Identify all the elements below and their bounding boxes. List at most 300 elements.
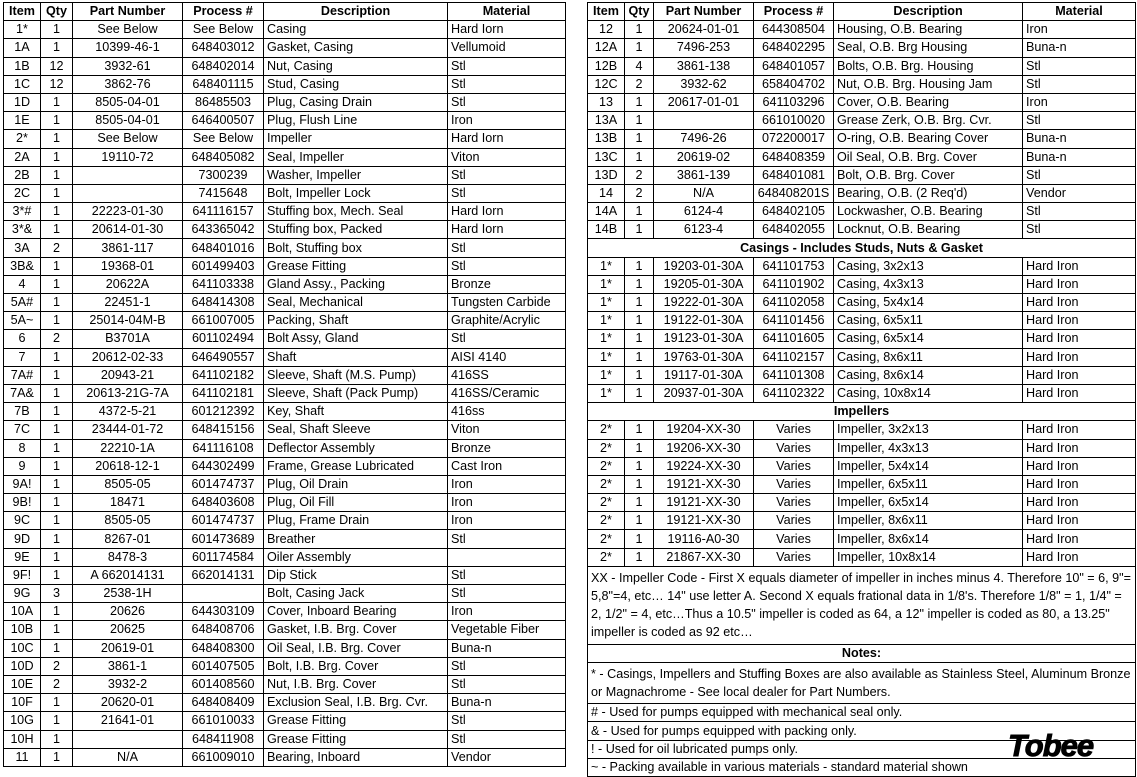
cell-item: 1* bbox=[588, 330, 625, 348]
cell-qty: 1 bbox=[41, 639, 73, 657]
cell-process: 644303109 bbox=[183, 603, 264, 621]
cell-material: Hard Iron bbox=[1023, 530, 1136, 548]
cell-description: Casing, 8x6x11 bbox=[834, 348, 1023, 366]
cell-material: Hard Iorn bbox=[448, 130, 566, 148]
cell-material: Stl bbox=[1023, 75, 1136, 93]
cell-process: See Below bbox=[183, 130, 264, 148]
table-row bbox=[4, 621, 566, 639]
table-row bbox=[4, 112, 566, 130]
cell-item: 9 bbox=[4, 457, 41, 475]
cell-process: 601212392 bbox=[183, 403, 264, 421]
cell-item: 9D bbox=[4, 530, 41, 548]
cell-part-number: 20624-01-01 bbox=[654, 21, 754, 39]
cell-part-number: N/A bbox=[654, 184, 754, 202]
cell-qty: 1 bbox=[625, 93, 654, 111]
cell-part-number: 6124-4 bbox=[654, 203, 754, 221]
table-row bbox=[4, 239, 566, 257]
cell-item: 12A bbox=[588, 39, 625, 57]
cell-item: 12B bbox=[588, 57, 625, 75]
cell-qty: 1 bbox=[41, 748, 73, 766]
cell-part-number: 3861-138 bbox=[654, 57, 754, 75]
table-row bbox=[588, 57, 1136, 75]
cell-item: 1* bbox=[588, 366, 625, 384]
cell-process: 601499403 bbox=[183, 257, 264, 275]
cell-qty: 1 bbox=[41, 294, 73, 312]
cell-description: Housing, O.B. Bearing bbox=[834, 21, 1023, 39]
cell-material: Bronze bbox=[448, 275, 566, 293]
cell-part-number: 18471 bbox=[73, 494, 183, 512]
cell-item: 2B bbox=[4, 166, 41, 184]
cell-qty: 1 bbox=[41, 566, 73, 584]
table-row bbox=[588, 294, 1136, 312]
cell-item: 1* bbox=[588, 348, 625, 366]
table-row bbox=[4, 184, 566, 202]
table-row bbox=[4, 585, 566, 603]
cell-material: Stl bbox=[1023, 221, 1136, 239]
cell-part-number: 19205-01-30A bbox=[654, 275, 754, 293]
logo-text: Tobee bbox=[1008, 728, 1094, 761]
left-parts-table bbox=[3, 2, 566, 767]
cell-description: Plug, Oil Fill bbox=[264, 494, 448, 512]
cell-process: 648402014 bbox=[183, 57, 264, 75]
cell-qty: 1 bbox=[41, 712, 73, 730]
impellers-table-body bbox=[588, 421, 1136, 567]
table-row bbox=[4, 294, 566, 312]
header-part-number: Part Number bbox=[654, 3, 754, 21]
cell-item: 14 bbox=[588, 184, 625, 202]
cell-description: Stuffing box, Packed bbox=[264, 221, 448, 239]
cell-description: Washer, Impeller bbox=[264, 166, 448, 184]
cell-material: Stl bbox=[448, 239, 566, 257]
cell-part-number: 19117-01-30A bbox=[654, 366, 754, 384]
cell-part-number: 3932-61 bbox=[73, 57, 183, 75]
cell-item: 12 bbox=[588, 21, 625, 39]
cell-material: Hard Iorn bbox=[448, 221, 566, 239]
cell-part-number: 22210-1A bbox=[73, 439, 183, 457]
table-row bbox=[588, 148, 1136, 166]
cell-qty: 1 bbox=[41, 112, 73, 130]
cell-process: 641101605 bbox=[754, 330, 834, 348]
table-row bbox=[4, 21, 566, 39]
cell-material: Hard Iron bbox=[1023, 548, 1136, 566]
header-item: Item bbox=[4, 3, 41, 21]
cell-part-number: N/A bbox=[73, 748, 183, 766]
table-row bbox=[4, 548, 566, 566]
cell-description: Plug, Oil Drain bbox=[264, 475, 448, 493]
cell-process: 648403608 bbox=[183, 494, 264, 512]
cell-description: Stuffing box, Mech. Seal bbox=[264, 203, 448, 221]
cell-item: 9A! bbox=[4, 475, 41, 493]
cell-description: Bolt Assy, Gland bbox=[264, 330, 448, 348]
table-row bbox=[4, 712, 566, 730]
cell-part-number: 3862-76 bbox=[73, 75, 183, 93]
cell-qty: 1 bbox=[625, 148, 654, 166]
cell-part-number: 19122-01-30A bbox=[654, 312, 754, 330]
table-row bbox=[588, 203, 1136, 221]
cell-process: Varies bbox=[754, 421, 834, 439]
note-hash: # - Used for pumps equipped with mechanical seal only. bbox=[588, 704, 1136, 722]
table-row bbox=[588, 21, 1136, 39]
right-table-header bbox=[588, 3, 1136, 21]
cell-part-number: See Below bbox=[73, 21, 183, 39]
cell-item: 1* bbox=[588, 294, 625, 312]
cell-description: Grease Fitting bbox=[264, 257, 448, 275]
cell-item: 11 bbox=[4, 748, 41, 766]
cell-qty: 1 bbox=[41, 275, 73, 293]
table-row bbox=[588, 439, 1136, 457]
table-row bbox=[588, 348, 1136, 366]
cell-process: 644308504 bbox=[754, 21, 834, 39]
cell-description: Deflector Assembly bbox=[264, 439, 448, 457]
header-process: Process # bbox=[754, 3, 834, 21]
cell-qty: 2 bbox=[41, 330, 73, 348]
cell-material: Hard Iron bbox=[1023, 475, 1136, 493]
cell-process: 661010020 bbox=[754, 112, 834, 130]
cell-part-number: 23444-01-72 bbox=[73, 421, 183, 439]
table-row bbox=[588, 130, 1136, 148]
table-row bbox=[4, 148, 566, 166]
cell-process: 648408409 bbox=[183, 694, 264, 712]
cell-material: AISI 4140 bbox=[448, 348, 566, 366]
cell-material: Iron bbox=[448, 603, 566, 621]
cell-item: 10G bbox=[4, 712, 41, 730]
cell-process: 641101308 bbox=[754, 366, 834, 384]
cell-qty: 1 bbox=[41, 512, 73, 530]
cell-part-number: 21641-01 bbox=[73, 712, 183, 730]
cell-process: 601474737 bbox=[183, 512, 264, 530]
cell-qty: 1 bbox=[41, 730, 73, 748]
cell-qty: 3 bbox=[41, 585, 73, 603]
header-description: Description bbox=[264, 3, 448, 21]
cell-part-number: See Below bbox=[73, 130, 183, 148]
cell-item: 9B! bbox=[4, 494, 41, 512]
cell-material bbox=[448, 548, 566, 566]
cell-description: Gland Assy., Packing bbox=[264, 275, 448, 293]
cell-process: 644302499 bbox=[183, 457, 264, 475]
cell-process: 641103338 bbox=[183, 275, 264, 293]
cell-material: Hard Iron bbox=[1023, 312, 1136, 330]
cell-material: Stl bbox=[448, 57, 566, 75]
cell-process: 641102157 bbox=[754, 348, 834, 366]
cell-item: 3A bbox=[4, 239, 41, 257]
cell-material: Stl bbox=[448, 530, 566, 548]
table-row bbox=[4, 730, 566, 748]
cell-part-number: 3861-139 bbox=[654, 166, 754, 184]
cell-qty: 1 bbox=[625, 457, 654, 475]
cell-description: Seal, Shaft Sleeve bbox=[264, 421, 448, 439]
cell-process: 661010033 bbox=[183, 712, 264, 730]
cell-description: Bearing, Inboard bbox=[264, 748, 448, 766]
table-row bbox=[588, 39, 1136, 57]
cell-qty: 1 bbox=[41, 421, 73, 439]
cell-material: Viton bbox=[448, 421, 566, 439]
cell-qty: 1 bbox=[625, 203, 654, 221]
header-qty: Qty bbox=[41, 3, 73, 21]
table-row bbox=[4, 566, 566, 584]
cell-part-number bbox=[654, 112, 754, 130]
cell-item: 2* bbox=[588, 457, 625, 475]
table-row bbox=[4, 457, 566, 475]
cell-part-number: 19110-72 bbox=[73, 148, 183, 166]
cell-part-number: 19368-01 bbox=[73, 257, 183, 275]
cell-process: 601174584 bbox=[183, 548, 264, 566]
cell-process: 601408560 bbox=[183, 675, 264, 693]
cell-part-number: 21867-XX-30 bbox=[654, 548, 754, 566]
table-row bbox=[588, 457, 1136, 475]
cell-material: Hard Iron bbox=[1023, 275, 1136, 293]
cell-item: 13 bbox=[588, 93, 625, 111]
cell-part-number bbox=[73, 730, 183, 748]
cell-process: 643365042 bbox=[183, 221, 264, 239]
cell-description: Casing, 3x2x13 bbox=[834, 257, 1023, 275]
cell-item: 2* bbox=[588, 548, 625, 566]
cell-item: 1* bbox=[4, 21, 41, 39]
cell-item: 7B bbox=[4, 403, 41, 421]
cell-part-number: 19222-01-30A bbox=[654, 294, 754, 312]
cell-qty: 1 bbox=[41, 312, 73, 330]
cell-description: Plug, Casing Drain bbox=[264, 93, 448, 111]
cell-material: Hard Iron bbox=[1023, 439, 1136, 457]
cell-item: 9E bbox=[4, 548, 41, 566]
cell-qty: 1 bbox=[625, 294, 654, 312]
cell-item: 10B bbox=[4, 621, 41, 639]
cell-process: 601102494 bbox=[183, 330, 264, 348]
table-row bbox=[588, 530, 1136, 548]
note-tilde: ~ - Packing available in various materials - standard material shown bbox=[588, 758, 1136, 776]
cell-qty: 2 bbox=[625, 75, 654, 93]
cell-qty: 1 bbox=[41, 494, 73, 512]
cell-material: Stl bbox=[1023, 166, 1136, 184]
cell-material: Buna-n bbox=[448, 639, 566, 657]
cell-description: Oil Seal, O.B. Brg. Cover bbox=[834, 148, 1023, 166]
cell-qty: 1 bbox=[625, 39, 654, 57]
cell-part-number: 20626 bbox=[73, 603, 183, 621]
cell-process: 601474737 bbox=[183, 475, 264, 493]
cell-description: Casing, 6x5x14 bbox=[834, 330, 1023, 348]
cell-item: 9C bbox=[4, 512, 41, 530]
cell-description: Casing, 6x5x11 bbox=[834, 312, 1023, 330]
cell-qty: 2 bbox=[41, 239, 73, 257]
cell-process: 648403012 bbox=[183, 39, 264, 57]
table-row bbox=[4, 39, 566, 57]
cell-material: Hard Iron bbox=[1023, 330, 1136, 348]
cell-qty: 1 bbox=[41, 603, 73, 621]
tobee-logo bbox=[1006, 727, 1134, 761]
table-row bbox=[4, 312, 566, 330]
cell-description: Gasket, I.B. Brg. Cover bbox=[264, 621, 448, 639]
header-material: Material bbox=[448, 3, 566, 21]
cell-item: 7 bbox=[4, 348, 41, 366]
cell-item: 13B bbox=[588, 130, 625, 148]
cell-description: Seal, Mechanical bbox=[264, 294, 448, 312]
cell-description: Cover, Inboard Bearing bbox=[264, 603, 448, 621]
cell-process: Varies bbox=[754, 439, 834, 457]
cell-description: Casing, 10x8x14 bbox=[834, 384, 1023, 402]
table-row bbox=[4, 603, 566, 621]
cell-process: 641102322 bbox=[754, 384, 834, 402]
cell-item: 3*& bbox=[4, 221, 41, 239]
cell-description: Impeller, 6x5x14 bbox=[834, 494, 1023, 512]
cell-process: 648401081 bbox=[754, 166, 834, 184]
cell-process: See Below bbox=[183, 21, 264, 39]
cell-process: 601473689 bbox=[183, 530, 264, 548]
cell-material: Vegetable Fiber bbox=[448, 621, 566, 639]
cell-process: 661009010 bbox=[183, 748, 264, 766]
cell-process: Varies bbox=[754, 530, 834, 548]
cell-description: Impeller, 5x4x14 bbox=[834, 457, 1023, 475]
casings-table-body bbox=[588, 257, 1136, 403]
note-ampersand: & - Used for pumps equipped with packing only. bbox=[588, 722, 1136, 740]
cell-qty: 1 bbox=[625, 130, 654, 148]
cell-part-number: 8478-3 bbox=[73, 548, 183, 566]
cell-item: 5A~ bbox=[4, 312, 41, 330]
cell-material: Stl bbox=[448, 330, 566, 348]
cell-material: Vendor bbox=[448, 748, 566, 766]
cell-material: Buna-n bbox=[1023, 130, 1136, 148]
cell-process: Varies bbox=[754, 494, 834, 512]
table-row bbox=[4, 257, 566, 275]
table-row bbox=[588, 184, 1136, 202]
notes-title: Notes: bbox=[588, 644, 1136, 662]
note-exclaim: ! - Used for oil lubricated pumps only. bbox=[588, 740, 1136, 758]
cell-process: 648414308 bbox=[183, 294, 264, 312]
cell-item: 2* bbox=[588, 475, 625, 493]
impeller-code-note: XX - Impeller Code - First X equals diameter of impeller in inches minus 4. Therefore 10" = 6, 9"= 5,8"=4, etc… 14" use letter A. Second X equals frational data in 1/8's. Therefore 1/8" = 1, 1/4" = 2, 1/2" = 4, etc…Thus a 10.5" impeller is coded as 64, a 12" impeller is coded as 80, a 13.25" impeller is coded as 92 etc… bbox=[588, 566, 1136, 644]
cell-material: Vellumoid bbox=[448, 39, 566, 57]
cell-qty: 1 bbox=[41, 348, 73, 366]
cell-description: Nut, O.B. Brg. Housing Jam bbox=[834, 75, 1023, 93]
cell-material: Viton bbox=[448, 148, 566, 166]
cell-part-number: 22223-01-30 bbox=[73, 203, 183, 221]
cell-qty: 1 bbox=[41, 221, 73, 239]
cell-material: Iron bbox=[448, 494, 566, 512]
cell-process: 646400507 bbox=[183, 112, 264, 130]
cell-description: Bolt, I.B. Brg. Cover bbox=[264, 657, 448, 675]
table-row bbox=[4, 475, 566, 493]
cell-item: 1* bbox=[588, 275, 625, 293]
impellers-title: Impellers bbox=[588, 403, 1136, 421]
cell-qty: 12 bbox=[41, 57, 73, 75]
header-process: Process # bbox=[183, 3, 264, 21]
cell-description: Impeller, 8x6x14 bbox=[834, 530, 1023, 548]
cell-process: 662014131 bbox=[183, 566, 264, 584]
cell-material: Iron bbox=[448, 512, 566, 530]
cell-qty: 1 bbox=[41, 384, 73, 402]
cell-item: 6 bbox=[4, 330, 41, 348]
table-row bbox=[4, 657, 566, 675]
cell-description: Impeller bbox=[264, 130, 448, 148]
cell-description: Exclusion Seal, I.B. Brg. Cvr. bbox=[264, 694, 448, 712]
cell-process: Varies bbox=[754, 457, 834, 475]
cell-process: 7415648 bbox=[183, 184, 264, 202]
cell-part-number: 8267-01 bbox=[73, 530, 183, 548]
cell-item: 7A& bbox=[4, 384, 41, 402]
cell-item: 7C bbox=[4, 421, 41, 439]
table-row bbox=[588, 512, 1136, 530]
table-row bbox=[4, 694, 566, 712]
cell-qty: 1 bbox=[41, 203, 73, 221]
cell-process: 641102182 bbox=[183, 366, 264, 384]
cell-qty: 1 bbox=[41, 475, 73, 493]
cell-description: Bolt, Impeller Lock bbox=[264, 184, 448, 202]
cell-process: 648402105 bbox=[754, 203, 834, 221]
table-row bbox=[588, 384, 1136, 402]
cell-qty: 1 bbox=[625, 348, 654, 366]
note-star: * - Casings, Impellers and Stuffing Boxes are also available as Stainless Steel, Aluminum Bronze or Magnachrome - See local dealer for Part Numbers. bbox=[588, 662, 1136, 703]
casings-title: Casings - Includes Studs, Nuts & Gasket bbox=[588, 239, 1136, 257]
right-parts-table bbox=[587, 2, 1136, 777]
cell-part-number: 20619-01 bbox=[73, 639, 183, 657]
cell-process: 641101753 bbox=[754, 257, 834, 275]
cell-material: Hard Iron bbox=[1023, 294, 1136, 312]
cell-item: 1* bbox=[588, 257, 625, 275]
cell-qty: 1 bbox=[41, 184, 73, 202]
cell-qty: 2 bbox=[625, 184, 654, 202]
cell-process: 658404702 bbox=[754, 75, 834, 93]
cell-material: Stl bbox=[448, 657, 566, 675]
cell-material: 416SS/Ceramic bbox=[448, 384, 566, 402]
cell-material: Buna-n bbox=[1023, 39, 1136, 57]
cell-part-number: 2538-1H bbox=[73, 585, 183, 603]
cell-material: 416SS bbox=[448, 366, 566, 384]
cell-material: Stl bbox=[448, 566, 566, 584]
cell-part-number: 8505-04-01 bbox=[73, 93, 183, 111]
cell-qty: 1 bbox=[625, 221, 654, 239]
cell-part-number bbox=[73, 184, 183, 202]
cell-item: 10D bbox=[4, 657, 41, 675]
cell-part-number: 7496-253 bbox=[654, 39, 754, 57]
cell-description: Dip Stick bbox=[264, 566, 448, 584]
cell-part-number: 19763-01-30A bbox=[654, 348, 754, 366]
table-row bbox=[4, 366, 566, 384]
cell-material: Buna-n bbox=[448, 694, 566, 712]
cell-description: Seal, O.B. Brg Housing bbox=[834, 39, 1023, 57]
cell-description: Casing, 5x4x14 bbox=[834, 294, 1023, 312]
cell-description: Impeller, 10x8x14 bbox=[834, 548, 1023, 566]
cell-process: 648415156 bbox=[183, 421, 264, 439]
table-row bbox=[4, 348, 566, 366]
cell-process: 7300239 bbox=[183, 166, 264, 184]
cell-material: Hard Iorn bbox=[448, 21, 566, 39]
cell-qty: 1 bbox=[41, 403, 73, 421]
cell-qty: 1 bbox=[625, 530, 654, 548]
table-row bbox=[588, 475, 1136, 493]
cell-item: 1* bbox=[588, 312, 625, 330]
cell-material: Bronze bbox=[448, 439, 566, 457]
cell-description: Breather bbox=[264, 530, 448, 548]
cell-part-number: 19121-XX-30 bbox=[654, 494, 754, 512]
table-row bbox=[4, 748, 566, 766]
table-row bbox=[4, 421, 566, 439]
cell-qty: 1 bbox=[41, 621, 73, 639]
cell-qty: 1 bbox=[41, 694, 73, 712]
cell-description: Sleeve, Shaft (M.S. Pump) bbox=[264, 366, 448, 384]
cell-part-number: 19121-XX-30 bbox=[654, 475, 754, 493]
cell-process: 648402295 bbox=[754, 39, 834, 57]
cell-description: O-ring, O.B. Bearing Cover bbox=[834, 130, 1023, 148]
table-row bbox=[4, 403, 566, 421]
table-row bbox=[4, 639, 566, 657]
cell-material: Cast Iron bbox=[448, 457, 566, 475]
cell-description: Seal, Impeller bbox=[264, 148, 448, 166]
cell-item: 14A bbox=[588, 203, 625, 221]
cell-description: Bearing, O.B. (2 Req'd) bbox=[834, 184, 1023, 202]
cell-item: 13C bbox=[588, 148, 625, 166]
cell-qty: 4 bbox=[625, 57, 654, 75]
casings-section-header bbox=[588, 239, 1136, 257]
cell-process: 641101456 bbox=[754, 312, 834, 330]
cell-item: 1* bbox=[588, 384, 625, 402]
